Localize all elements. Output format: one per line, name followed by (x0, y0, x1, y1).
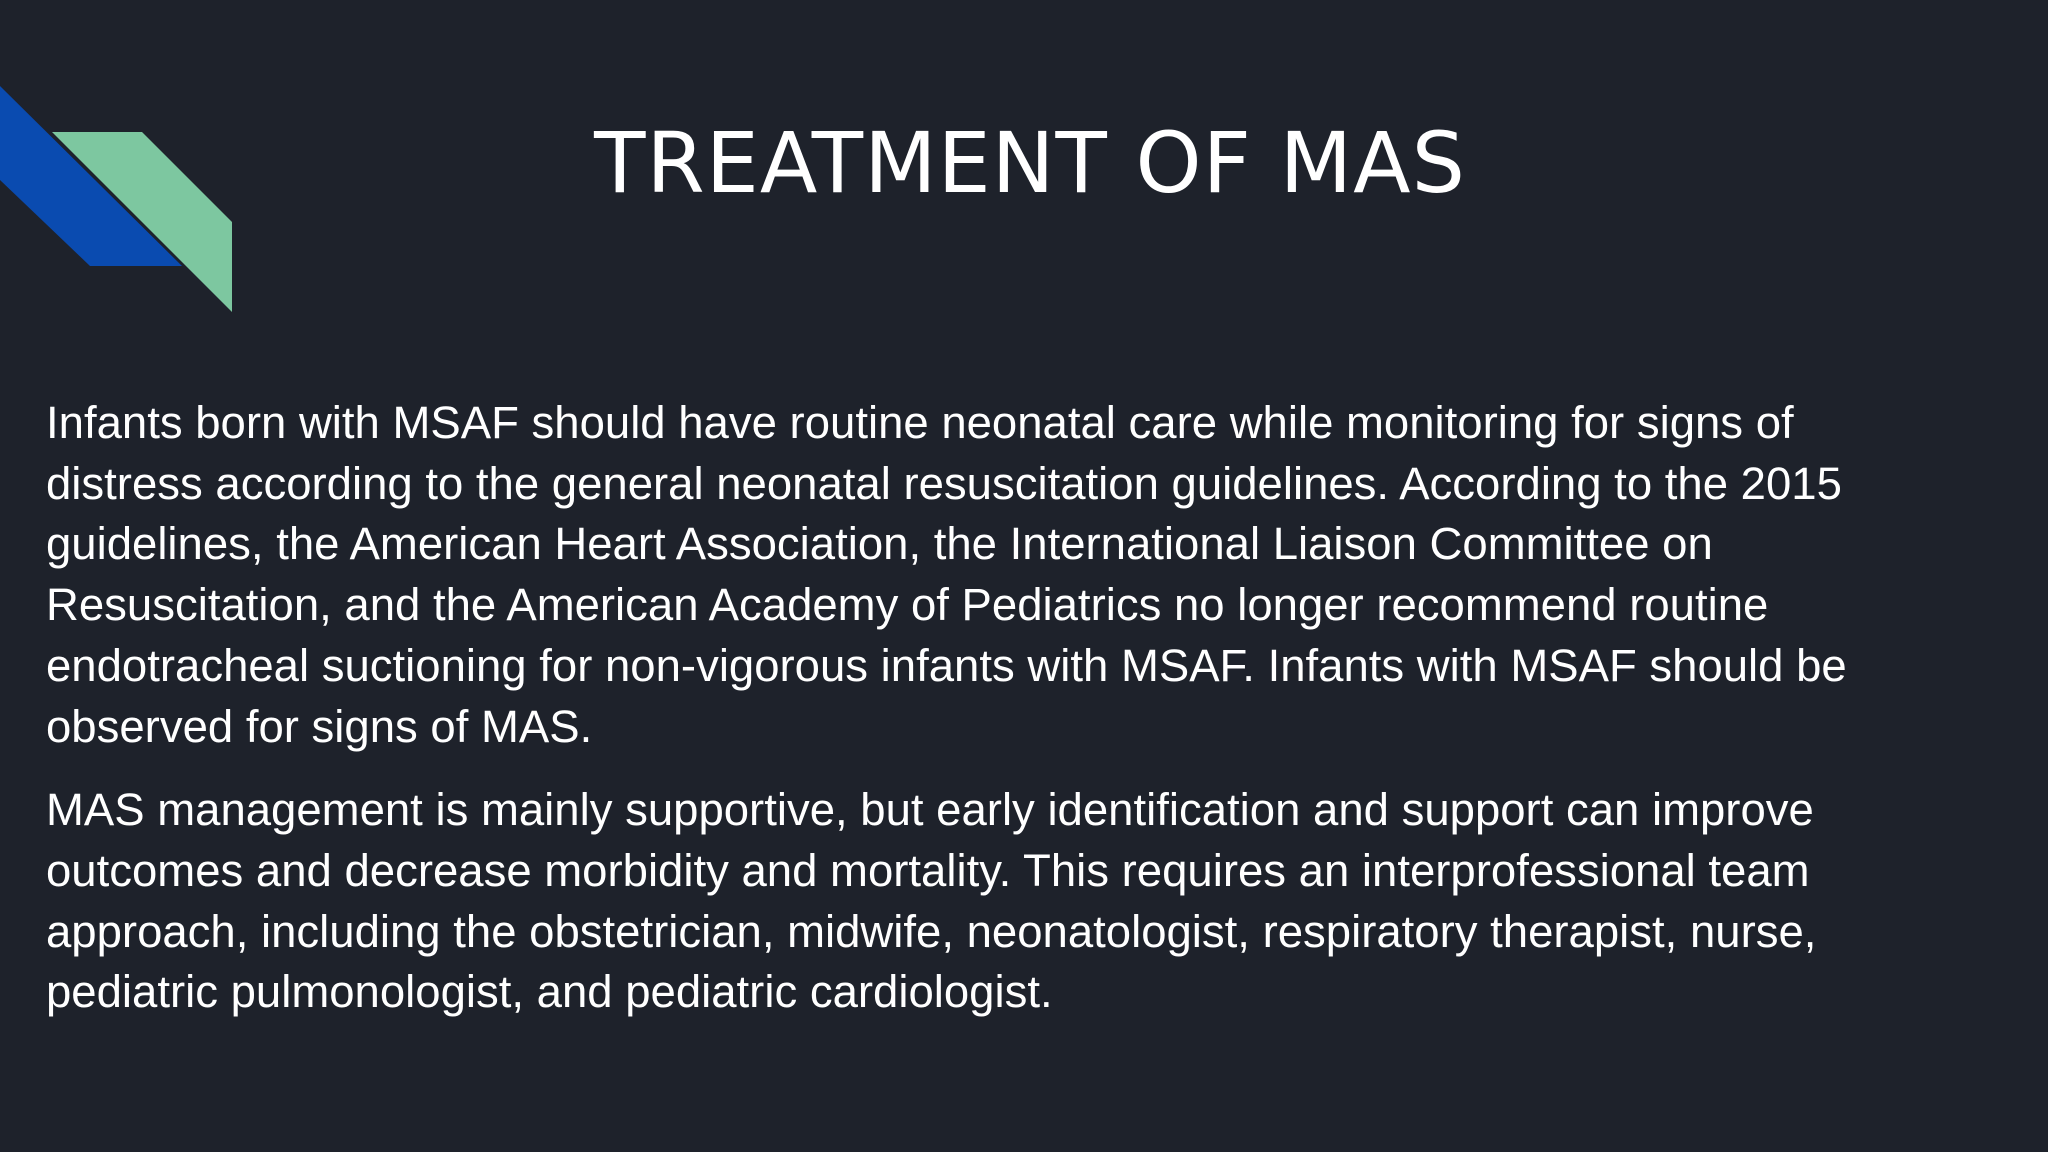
text-line: Infants born with MSAF should have routine neonatal care while monitoring for signs of (46, 397, 1794, 448)
slide-body (46, 393, 2026, 1046)
text-line: observed for signs of MAS. (46, 700, 593, 752)
text-line: MAS management is mainly supportive, but early identification and support can improve (46, 784, 1814, 836)
paragraph-msaf-care (46, 393, 2026, 757)
text-line: approach, including the obstetrician, midwife, neonatologist, respiratory therapist, nurse, (46, 905, 1817, 957)
text-line: pediatric pulmonologist, and pediatric cardiologist. (46, 966, 1053, 1018)
text-line: Resuscitation, and the American Academy of Pediatrics no longer recommend routine (46, 579, 1769, 631)
text-line: endotracheal suctioning for non-vigorous infants with MSAF. Infants with MSAF should be (46, 639, 1847, 691)
text-line: guidelines, the American Heart Association, the International Liaison Committee on (46, 518, 1713, 570)
text-line: outcomes and decrease morbidity and mortality. This requires an interprofessional team (46, 844, 1810, 896)
paragraph-mas-management (46, 780, 2026, 1023)
text-line: distress according to the general neonatal resuscitation guidelines. According to the 2015 (46, 457, 1842, 509)
slide-title: TREATMENT OF MAS (594, 114, 1466, 212)
